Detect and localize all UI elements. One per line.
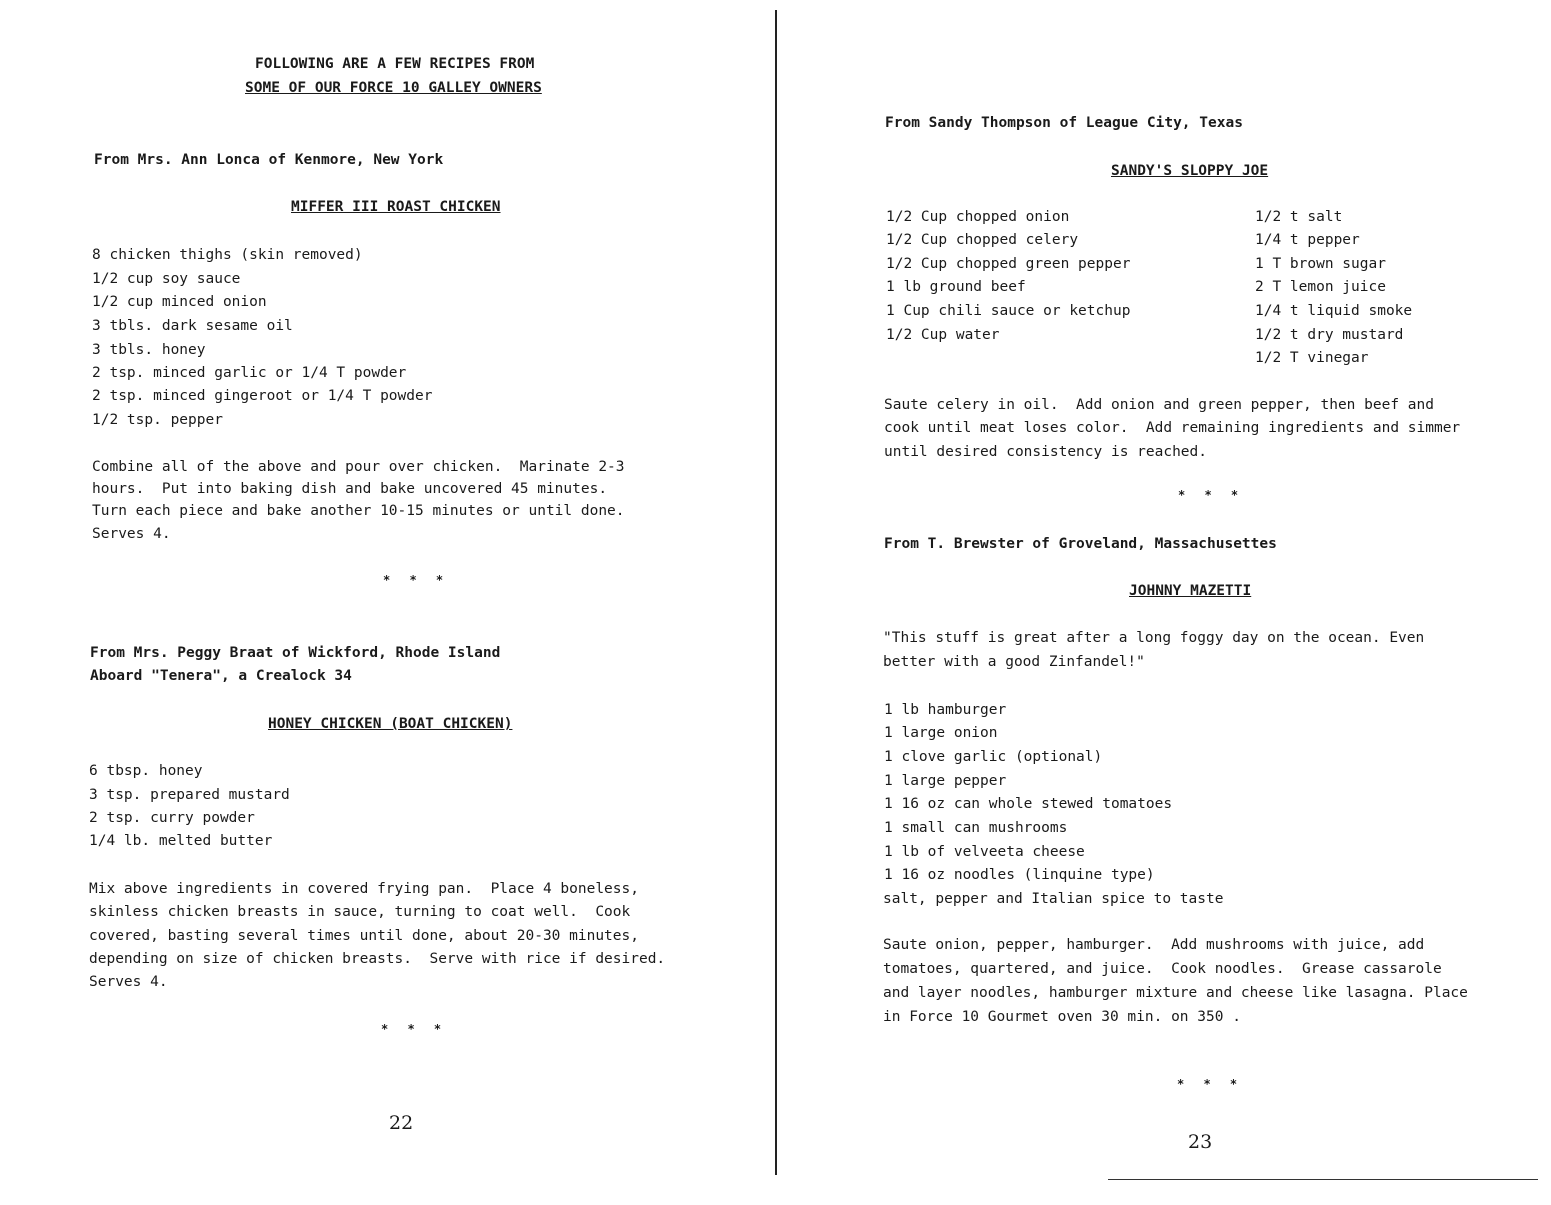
ingredient: 3 tbls. honey — [92, 342, 206, 358]
ingredient: 6 tbsp. honey — [89, 763, 203, 779]
page-number: 22 — [389, 1112, 414, 1134]
ingredient: 2 T lemon juice — [1255, 279, 1386, 295]
directions-line: until desired consistency is reached. — [884, 444, 1208, 460]
ingredient: 1/2 T vinegar — [1255, 350, 1369, 366]
ingredient: 1/2 Cup chopped onion — [886, 209, 1070, 225]
ingredient: 1/2 cup soy sauce — [92, 271, 241, 287]
bottom-rule — [1108, 1179, 1538, 1180]
recipe-title: HONEY CHICKEN (BOAT CHICKEN) — [268, 716, 513, 732]
directions-line: cook until meat loses color. Add remaining ingredients and simmer — [884, 420, 1461, 436]
directions-line: Combine all of the above and pour over chicken. Marinate 2-3 — [92, 459, 625, 475]
directions-line: and layer noodles, hamburger mixture and cheese like lasagna. Place — [883, 985, 1468, 1001]
ingredient: 1/2 Cup chopped green pepper — [886, 256, 1131, 272]
directions-line: covered, basting several times until done, about 20-30 minutes, — [89, 928, 639, 944]
section-separator: * * * — [1178, 488, 1245, 502]
heading-line-1: FOLLOWING ARE A FEW RECIPES FROM — [255, 56, 535, 72]
ingredient: 1/2 tsp. pepper — [92, 412, 223, 428]
ingredient: 1 16 oz noodles (linquine type) — [884, 867, 1155, 883]
ingredient: 1 lb of velveeta cheese — [884, 844, 1085, 860]
recipe-title: MIFFER III ROAST CHICKEN — [291, 199, 501, 215]
ingredient: 1/2 Cup chopped celery — [886, 232, 1079, 248]
ingredient: 1 lb ground beef — [886, 279, 1026, 295]
ingredient: 1 clove garlic (optional) — [884, 749, 1103, 765]
ingredient: 3 tbls. dark sesame oil — [92, 318, 293, 334]
ingredient: 1 large onion — [884, 725, 998, 741]
recipe-source: From Mrs. Ann Lonca of Kenmore, New York — [94, 152, 444, 168]
directions-line: hours. Put into baking dish and bake uncovered 45 minutes. — [92, 481, 608, 497]
ingredient: 2 tsp. minced garlic or 1/4 T powder — [92, 365, 407, 381]
directions-line: Turn each piece and bake another 10-15 minutes or until done. — [92, 503, 625, 519]
ingredient: 1/2 t dry mustard — [1255, 327, 1404, 343]
ingredient: 3 tsp. prepared mustard — [89, 787, 290, 803]
page-number: 23 — [1188, 1131, 1213, 1153]
book-spine — [775, 10, 777, 1175]
directions-line: depending on size of chicken breasts. Serve with rice if desired. — [89, 951, 666, 967]
ingredient: 1/2 cup minced onion — [92, 294, 267, 310]
ingredient: 1/2 Cup water — [886, 327, 1000, 343]
ingredient: 1 lb hamburger — [884, 702, 1007, 718]
quote-line: better with a good Zinfandel!" — [883, 654, 1145, 670]
ingredient: 1/2 t salt — [1255, 209, 1343, 225]
heading-line-2: SOME OF OUR FORCE 10 GALLEY OWNERS — [245, 80, 542, 96]
directions-line: Serves 4. — [89, 974, 168, 990]
ingredient: 1 T brown sugar — [1255, 256, 1386, 272]
recipe-boat-note: Aboard "Tenera", a Crealock 34 — [90, 668, 352, 684]
ingredient: 1 Cup chili sauce or ketchup — [886, 303, 1131, 319]
section-separator: * * * — [383, 573, 450, 587]
ingredient: 2 tsp. curry powder — [89, 810, 255, 826]
directions-line: tomatoes, quartered, and juice. Cook noodles. Grease cassarole — [883, 961, 1442, 977]
section-separator: * * * — [381, 1022, 448, 1036]
directions-line: in Force 10 Gourmet oven 30 min. on 350 . — [883, 1009, 1241, 1025]
ingredient: 1 small can mushrooms — [884, 820, 1068, 836]
recipe-source: From T. Brewster of Groveland, Massachusettes — [884, 536, 1277, 552]
recipe-title: JOHNNY MAZETTI — [1129, 583, 1252, 599]
quote-line: "This stuff is great after a long foggy day on the ocean. Even — [883, 630, 1425, 646]
ingredient: 1 16 oz can whole stewed tomatoes — [884, 796, 1173, 812]
section-separator: * * * — [1177, 1077, 1244, 1091]
ingredient: 2 tsp. minced gingeroot or 1/4 T powder — [92, 388, 433, 404]
recipe-title: SANDY'S SLOPPY JOE — [1111, 163, 1269, 179]
recipe-source: From Mrs. Peggy Braat of Wickford, Rhode Island — [90, 645, 501, 661]
right-page — [780, 0, 1551, 1205]
directions-line: Saute onion, pepper, hamburger. Add mushrooms with juice, add — [883, 937, 1425, 953]
ingredient: 1/4 t pepper — [1255, 232, 1360, 248]
ingredient: 8 chicken thighs (skin removed) — [92, 247, 363, 263]
ingredient: 1/4 lb. melted butter — [89, 833, 273, 849]
ingredient: 1 large pepper — [884, 773, 1007, 789]
ingredient: salt, pepper and Italian spice to taste — [883, 891, 1224, 907]
recipe-source: From Sandy Thompson of League City, Texas — [885, 115, 1243, 131]
ingredient: 1/4 t liquid smoke — [1255, 303, 1413, 319]
directions-line: Saute celery in oil. Add onion and green pepper, then beef and — [884, 397, 1434, 413]
directions-line: skinless chicken breasts in sauce, turning to coat well. Cook — [89, 904, 631, 920]
directions-line: Serves 4. — [92, 526, 171, 542]
directions-line: Mix above ingredients in covered frying pan. Place 4 boneless, — [89, 881, 639, 897]
